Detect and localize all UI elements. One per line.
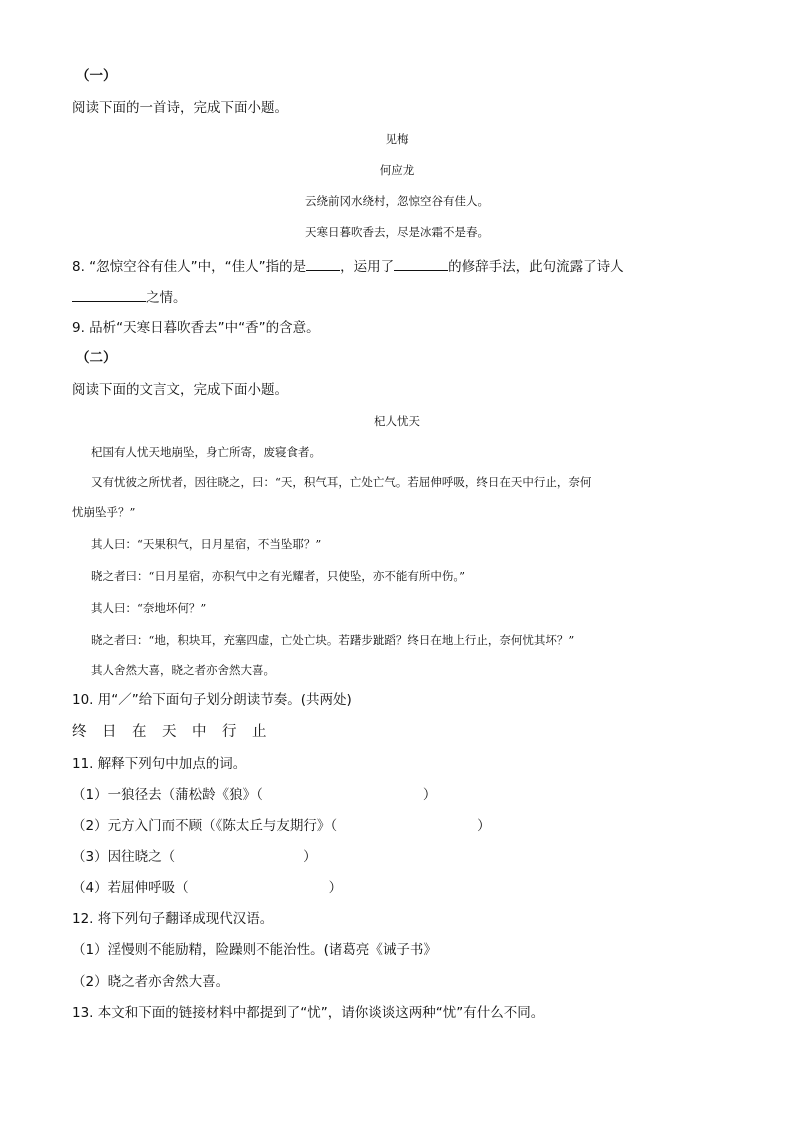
item-text: ）: [328, 880, 343, 896]
passage-paragraph: 其人舍然大喜，晓之者亦舍然大喜。: [91, 663, 275, 677]
passage-paragraph: 晓之者曰：“日月星宿，亦积气中之有光耀者，只使坠，亦不能有所中伤。”: [91, 569, 466, 583]
question-11-item: [72, 847, 317, 867]
question-13: 13. 本文和下面的链接材料中都提到了“忧”，请你谈谈这两种“忧”有什么不同。: [72, 1005, 545, 1021]
poem-author: 何应龙: [379, 163, 415, 177]
item-text: （2）元方入门而不顾（《陈太丘与友期行》（: [72, 818, 338, 834]
question-text: 之情。: [146, 290, 187, 306]
answer-blank[interactable]: [394, 256, 448, 271]
poem-line: 云绕前冈水绕村，忽惊空谷有佳人。: [305, 194, 489, 208]
passage-paragraph-continued: 忧崩坠乎？”: [72, 505, 136, 519]
passage-paragraph: 杞国有人忧天地崩坠，身亡所寄，废寝食者。: [91, 445, 321, 459]
question-10: 10. 用“／”给下面句子划分朗读节奏。(共两处): [72, 692, 352, 708]
passage-paragraph: 又有忧彼之所忧者，因往晓之，曰：“天，积气耳，亡处亡气。若屈伸呼吸，终日在天中行止，奈何: [91, 475, 592, 489]
rhythm-char: 终: [72, 724, 87, 740]
item-text: （3）因往晓之（: [72, 849, 176, 865]
section-heading-1: （一）: [76, 68, 117, 84]
section-intro-2: 阅读下面的文言文，完成下面小题。: [72, 382, 288, 398]
rhythm-char: 天: [162, 724, 177, 740]
rhythm-sentence[interactable]: [72, 722, 282, 742]
question-text: 的修辞手法，此句流露了诗人: [448, 259, 624, 275]
poem-line: 天寒日暮吹香去，尽是冰霜不是春。: [305, 225, 489, 239]
item-text: ）: [303, 849, 317, 865]
rhythm-char: 日: [102, 724, 117, 740]
rhythm-char: 行: [222, 724, 237, 740]
passage-paragraph: 其人曰：“奈地坏何？”: [91, 601, 207, 615]
section-heading-2: （二）: [76, 350, 117, 366]
question-8-continued: [72, 287, 187, 308]
question-11-item: [72, 878, 342, 898]
passage-paragraph: 晓之者曰：“地，积块耳，充塞四虚，亡处亡块。若躇步跐蹈？终日在地上行止，奈何忧其坏？”: [91, 633, 575, 647]
question-text: 8. “忽惊空谷有佳人”中，“佳人”指的是: [72, 259, 307, 275]
question-12-item: （1）淫慢则不能励精，险躁则不能治性。(诸葛亮《诫子书》: [72, 942, 437, 958]
passage-paragraph: 其人曰：“天果积气，日月星宿，不当坠耶？”: [91, 537, 322, 551]
rhythm-char: 在: [132, 724, 147, 740]
question-12-item: （2）晓之者亦舍然大喜。: [72, 974, 230, 990]
item-text: （1）一狼径去（蒲松龄《狼》（: [72, 787, 263, 803]
passage-title: 杞人忧天: [374, 414, 420, 428]
question-text: ，运用了: [340, 259, 395, 275]
question-8: [72, 256, 624, 277]
question-11-item: [72, 785, 436, 805]
answer-blank[interactable]: [306, 256, 340, 271]
question-11-item: [72, 816, 491, 836]
item-text: ）: [422, 787, 437, 803]
rhythm-char: 止: [252, 724, 267, 740]
answer-blank[interactable]: [72, 287, 146, 302]
item-text: ）: [477, 818, 491, 834]
question-12: 12. 将下列句子翻译成现代汉语。: [72, 911, 274, 927]
poem-title: 见梅: [385, 132, 409, 146]
rhythm-char: 中: [192, 724, 207, 740]
item-text: （4）若屈伸呼吸（: [72, 880, 189, 896]
question-9: 9. 品析“天寒日暮吹香去”中“香”的含意。: [72, 320, 320, 336]
question-11: 11. 解释下列句中加点的词。: [72, 756, 247, 772]
section-intro-1: 阅读下面的一首诗，完成下面小题。: [72, 100, 288, 116]
